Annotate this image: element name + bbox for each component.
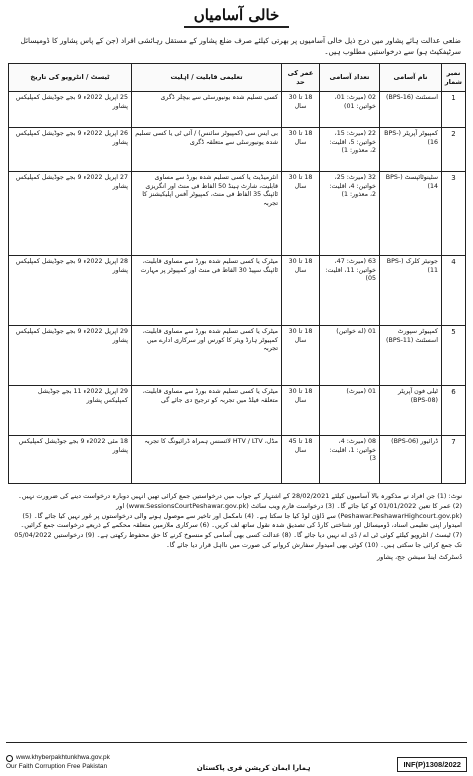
row-qualification: انٹرمیڈیٹ یا کسی تسلیم شدہ بورڈ سے مساوی قابلیت، شارٹ ہینڈ 50 الفاظ فی منٹ اور انگریزی ٹائپنگ 35 الفاظ فی منٹ، کمپیوٹر آفس اپلیکیشنز کا تجربہ (132, 172, 282, 256)
signature: ڈسٹرکٹ اینڈ سیشن جج، پشاور (377, 552, 462, 561)
header-post-count: تعداد آسامی (320, 64, 380, 92)
row-date: 18 مئی 2022ء 9 بجے جوڈیشل کمپلیکس پشاور (9, 436, 132, 484)
row-age: 18 تا 30 سال (282, 256, 320, 326)
row-post: ڈرائیور (BPS-06) (380, 436, 442, 484)
footer-left (6, 754, 110, 772)
table-row (9, 256, 466, 326)
table-row (9, 92, 466, 128)
row-age: 18 تا 45 سال (282, 436, 320, 484)
row-serial: 3 (442, 172, 466, 256)
row-qualification: میٹرک یا کسی تسلیم شدہ بورڈ سے مساوی قابلیت، کمپیوٹر ہارڈ ویئر کا کورس اور سرکاری ادارے میں تجربہ (132, 326, 282, 386)
row-date: 26 اپریل 2022ء 9 بجے جوڈیشل کمپلیکس پشاور (9, 128, 132, 172)
table-row (9, 128, 466, 172)
row-serial: 2 (442, 128, 466, 172)
footer-urdu-slogan: ہمارا ایمان کرپشن فری پاکستان (196, 764, 311, 772)
vacancies-table (8, 63, 466, 484)
row-serial: 6 (442, 386, 466, 436)
website-row (6, 754, 110, 763)
header-post-name: نام آسامی (380, 64, 442, 92)
table-row (9, 436, 466, 484)
slogan-text: Our Faith Corruption Free Pakistan (6, 763, 108, 771)
row-count: 01 (اے خواتین) (320, 326, 380, 386)
row-qualification: میٹرک یا کسی تسلیم شدہ بورڈ سے مساوی قابلیت، ٹائپنگ سپیڈ 30 الفاظ فی منٹ اور کمپیوٹر پر مہارت (132, 256, 282, 326)
row-post: جونیئر کلرک (BPS-11) (380, 256, 442, 326)
row-age: 18 تا 30 سال (282, 128, 320, 172)
row-serial: 7 (442, 436, 466, 484)
row-age: 18 تا 30 سال (282, 92, 320, 128)
row-count: 02 (میرٹ: 01، خواتین: 01) (320, 92, 380, 128)
website-link[interactable]: www.khyberpakhtunkhwa.gov.pk (16, 754, 110, 762)
page-title: خالی آسامیاں (184, 6, 290, 28)
header-serial: نمبر شمار (442, 64, 466, 92)
table-row (9, 326, 466, 386)
inf-number: INF(P)1308/2022 (397, 757, 467, 772)
row-count: 22 (میرٹ: 15، خواتین: 5، اقلیت: 2، معذور: 1) (320, 128, 380, 172)
header-age-limit: عمر کی حد (282, 64, 320, 92)
row-date: 28 اپریل 2022ء 9 بجے جوڈیشل کمپلیکس پشاور (9, 256, 132, 326)
table-header-row (9, 64, 466, 92)
row-date: 27 اپریل 2022ء 9 بجے جوڈیشل کمپلیکس پشاور (9, 172, 132, 256)
row-qualification: میٹرک یا کسی تسلیم شدہ بورڈ سے مساوی قابلیت، متعلقہ فیلڈ میں تجربہ کو ترجیح دی جائے گی (132, 386, 282, 436)
row-post: کمپیوٹر آپریٹر (BPS-16) (380, 128, 442, 172)
header-test-date: ٹیسٹ / انٹرویو کی تاریخ (9, 64, 132, 92)
row-post: ٹیلی فون آپریٹر (BPS-08) (380, 386, 442, 436)
row-age: 18 تا 30 سال (282, 386, 320, 436)
row-post: کمپیوٹر سپورٹ اسسٹنٹ (BPS-11) (380, 326, 442, 386)
row-count: 32 (میرٹ: 25، خواتین: 4، اقلیت: 2، معذور: 1) (320, 172, 380, 256)
row-post: اسسٹنٹ (BPS-16) (380, 92, 442, 128)
notes-paragraph: نوٹ: (1) جن افراد نے مذکورہ بالا آسامیوں کیلئے 28/02/2021 کے اشتہار کے جواب میں درخواستیں جمع کرائی تھیں انہیں دوبارہ درخواست دینے کی ضرورت نہیں۔ (2) عمر کا تعین 01/01/2022 کو کیا جائے گا۔ (3) درخواست فارم ویب سائٹ (www.SessionsCourtPeshawar.gov.pk) اور (Peshawar.PeshawarHighcourt.gov.pk) سے ڈاؤن لوڈ کیا جا سکتا ہے۔ (4) نامکمل اور تاخیر سے موصول ہونے والی درخواستوں پر غور نہیں کیا جائے گا۔ (5) امیدوار اپنی تعلیمی اسناد، ڈومیسائل اور شناختی کارڈ کی تصدیق شدہ نقول ساتھ لف کریں۔ (6) سرکاری ملازمین متعلقہ محکمے کے ذریعے درخواست جمع کرائیں۔ (7) ٹیسٹ / انٹرویو کیلئے کوئی ٹی اے / ڈی اے نہیں دیا جائے گا۔ (8) عدالت کسی بھی آسامی کو منسوخ کرنے کا حق محفوظ رکھتی ہے۔ (9) درخواستیں 05/04/2022 تک جمع کرائی جا سکتی ہیں۔ (10) کوئی بھی امیدوار سفارش کروانے کی صورت میں نااہل قرار دیا جائے گا۔ (14, 492, 462, 549)
row-age: 18 تا 30 سال (282, 326, 320, 386)
row-serial: 1 (442, 92, 466, 128)
footer (0, 744, 473, 776)
row-qualification: بی ایس سی (کمپیوٹر سائنس) / آئی ٹی یا کسی تسلیم شدہ یونیورسٹی سے متعلقہ ڈگری (132, 128, 282, 172)
title-band (8, 6, 465, 28)
table-row (9, 386, 466, 436)
row-date: 25 اپریل 2022ء 9 بجے جوڈیشل کمپلیکس پشاور (9, 92, 132, 128)
row-serial: 5 (442, 326, 466, 386)
row-post: سٹینوٹائپسٹ (BPS-14) (380, 172, 442, 256)
intro-paragraph: ضلعی عدالت ہائے پشاور میں درج ذیل خالی آسامیوں پر بھرتی کیلئے صرف ضلع پشاور کے مستقل رہائشی افراد (جن کے پاس پشاور کا ڈومیسائل سرٹیفکیٹ ہو) سے درخواستیں مطلوب ہیں۔ (20, 36, 461, 56)
globe-icon (6, 755, 13, 762)
row-count: 01 (میرٹ) (320, 386, 380, 436)
row-qualification: مڈل، HTV / LTV لائسنس ہمراہ ڈرائیونگ کا تجربہ (132, 436, 282, 484)
row-age: 18 تا 30 سال (282, 172, 320, 256)
row-count: 63 (میرٹ: 47، خواتین: 11، اقلیت: 05) (320, 256, 380, 326)
row-date: 29 اپریل 2022ء 9 بجے جوڈیشل کمپلیکس پشاور (9, 326, 132, 386)
table-row (9, 172, 466, 256)
row-count: 08 (میرٹ: 4، خواتین: 1، اقلیت: 3) (320, 436, 380, 484)
footer-divider (6, 742, 467, 743)
row-date: 29 اپریل 2022ء 11 بجے جوڈیشل کمپلیکس پشاور (9, 386, 132, 436)
header-qualification: تعلیمی قابلیت / اہلیت (132, 64, 282, 92)
row-serial: 4 (442, 256, 466, 326)
row-qualification: کسی تسلیم شدہ یونیورسٹی سے بیچلر ڈگری (132, 92, 282, 128)
